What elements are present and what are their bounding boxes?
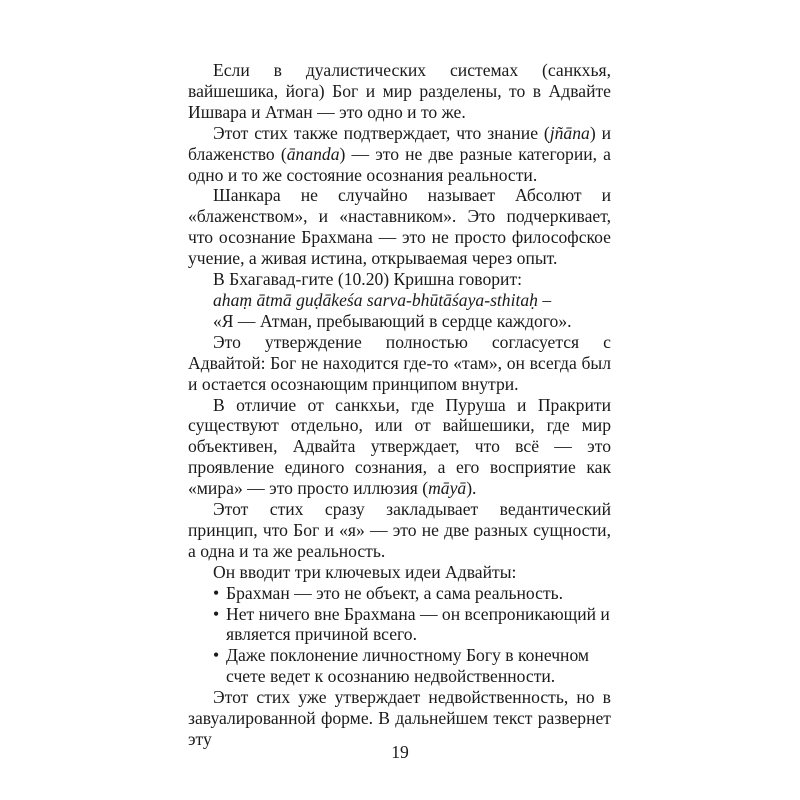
italic-verse: ahaṃ ātmā guḍākeśa sarva-bhūtāśaya-sthitaḥ – [213,289,552,310]
paragraph: Если в дуалистических системах (санкхья, вайшешика, йога) Бог и мир разделены, то в Адвайте Ишвара и Атман — это одно и то же. [188,60,611,122]
paragraph: Он вводит три ключевых идеи Адвайты: [213,561,517,582]
bullet-list [188,583,611,688]
paragraph: В Бхагавад-гите (10.20) Кришна говорит: [213,269,523,290]
bullet-icon: • [213,582,220,603]
bullet-text: Нет ничего вне Брахмана — он всепроникающий и является причиной всего. [226,603,610,645]
paragraph: Этот стих сразу закладывает ведантический принцип, что Бог и «я» — это не две разных сущности, а одна и та же реальность. [188,499,611,561]
text-run: ) — это не две разные категории, а одно и то же состояние осознания реальности. [188,143,611,185]
text-run: В отличие от санкхьи, где Пуруша и Пракрити существуют отдельно, или от вайшешики, где мир объективен, Адвайта утверждает, что всё — это проявление единого сознания, а его восприятие как «мира» — это просто иллюзия ( [188,394,611,499]
paragraph: Шанкара не случайно называет Абсолют и «блаженством», и «наставником». Это подчеркивает, что осознание Брахмана — это не просто философское учение, а живая истина, открываемая через опыт. [188,185,611,269]
bullet-text: Брахман — это не объект, а сама реальность. [226,582,564,603]
paragraph [188,395,611,500]
page-body [188,60,611,750]
paragraph: Этот стих уже утверждает недвойственность, но в завуалированной форме. В дальнейшем текст развернет эту [188,687,611,749]
bullet-item [188,604,611,646]
text-run: ) и блаженство ( [188,122,611,164]
page-number: 19 [391,742,409,762]
italic-term: ānanda [286,143,340,164]
bullet-item [188,583,611,604]
bullet-icon: • [213,603,220,624]
text-run: ). [466,478,477,499]
bullet-icon: • [213,645,220,666]
verse-transliteration [188,290,611,311]
paragraph [188,123,611,186]
italic-term: māyā [428,478,467,499]
text-run: Этот стих также подтверждает, что знание ( [213,122,550,143]
verse-translation: «Я — Атман, пребывающий в сердце каждого». [213,310,572,331]
italic-term: jñāna [549,122,590,143]
bullet-text: Даже поклонение личностному Богу в конечном счете ведет к осознанию недвойственности. [226,645,590,687]
bullet-item [188,645,611,687]
paragraph: Это утверждение полностью согласуется с Адвайтой: Бог не находится где-то «там», он всегда был и остается осознающим принципом внутри. [188,331,611,394]
